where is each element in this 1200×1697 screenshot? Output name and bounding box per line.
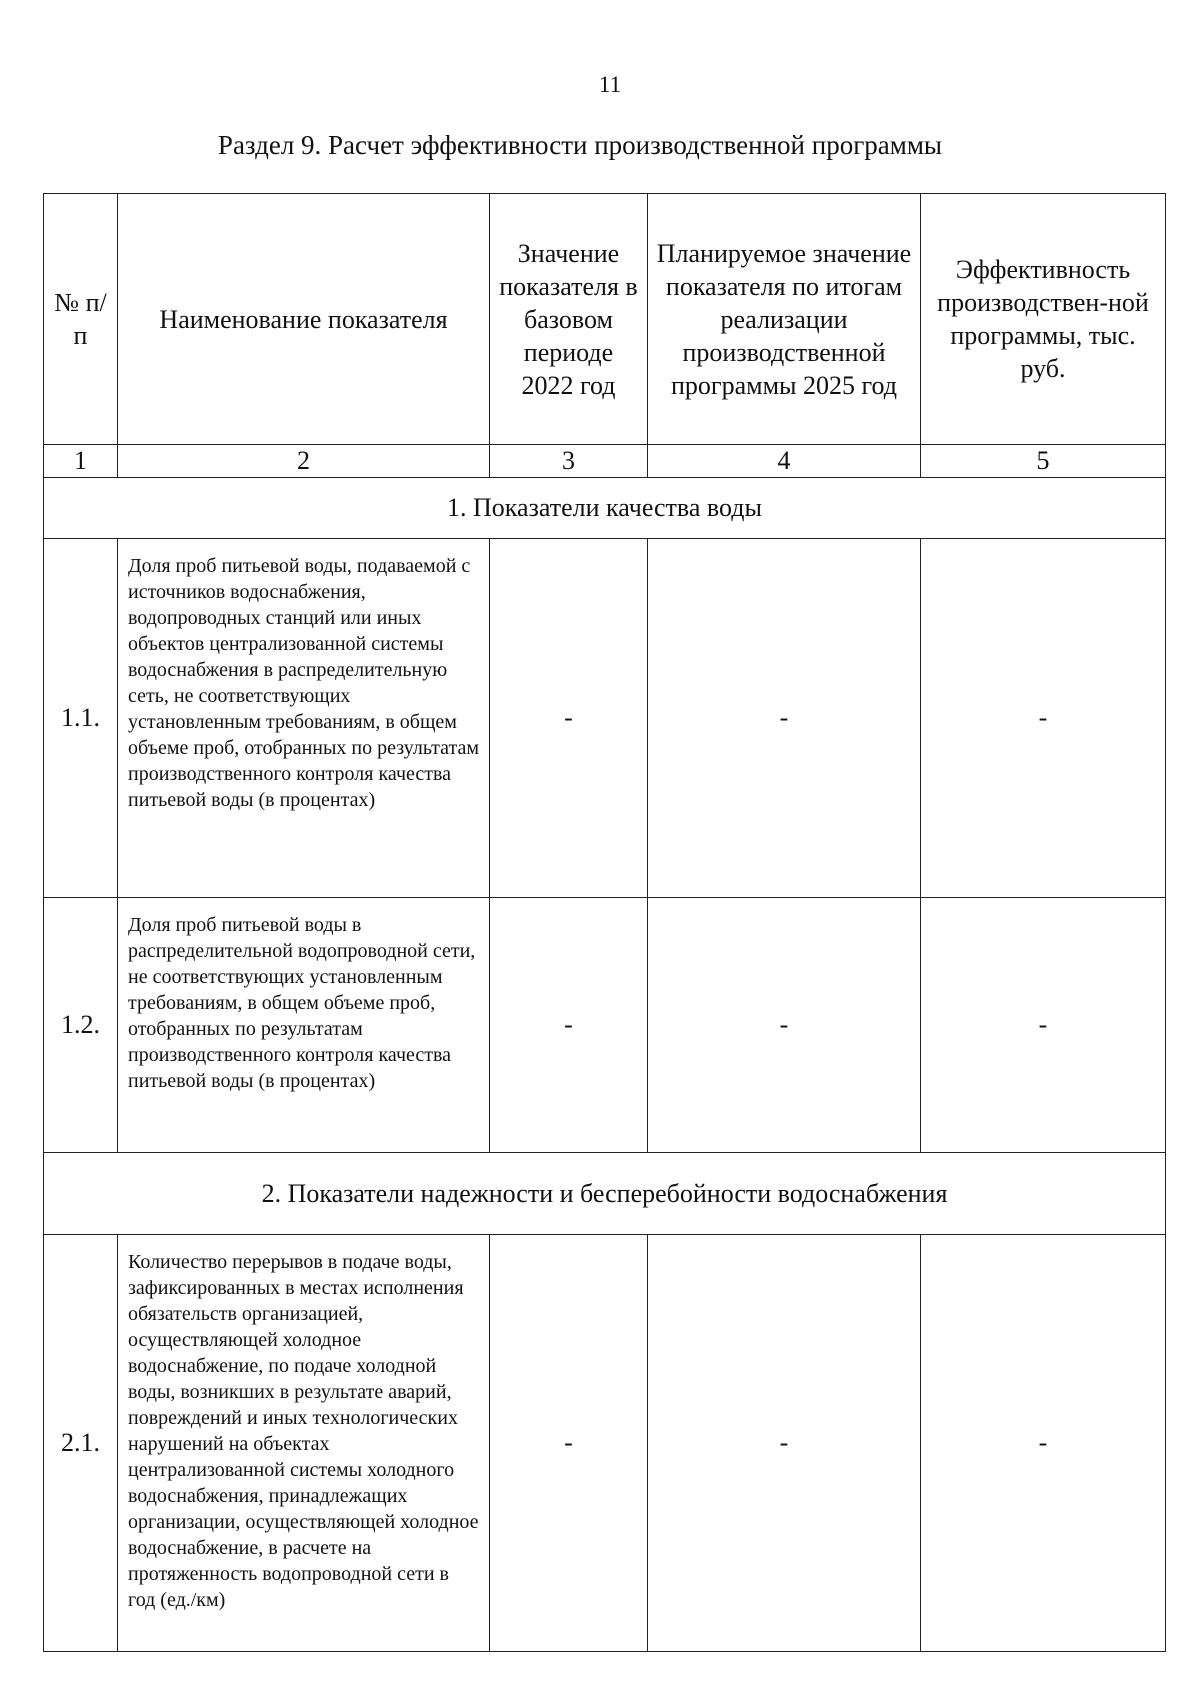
group-title: 2. Показатели надежности и бесперебойности водоснабжения (44, 1153, 1166, 1235)
column-numbers-row (44, 445, 1166, 478)
planned-value: - (648, 898, 921, 1153)
group-header-row (44, 478, 1166, 539)
column-number: 3 (490, 445, 648, 478)
header-base-value: Значение показателя в базовом периоде 2022 год (490, 194, 648, 445)
indicator-name: Количество перерывов в подаче воды, зафиксированных в местах исполнения обязательств организацией, осуществляющей холодное водоснабжение, по подаче холодной воды, возникших в результате аварий, повреждений и иных технологических нарушений на объектах централизованной системы холодного водоснабжения, принадлежащих организации, осуществляющей холодное водоснабжение, в расчете на протяженность водопроводной сети в год (ед./км) (118, 1235, 490, 1652)
section-title: Раздел 9. Расчет эффективности производственной программы (217, 130, 943, 160)
group-header-row (44, 1153, 1166, 1235)
row-number: 1.2. (44, 898, 118, 1153)
efficiency-table (43, 193, 1166, 1652)
header-name: Наименование показателя (118, 194, 490, 445)
page-number: 11 (598, 72, 622, 97)
column-number: 2 (118, 445, 490, 478)
table-header-row (44, 194, 1166, 445)
indicator-name: Доля проб питьевой воды, подаваемой с источников водоснабжения, водопроводных станций или иных объектов централизованной системы водоснабжения в распределительную сеть, не соответствующих установленным требованиям, в общем объеме проб, отобранных по результатам производственного контроля качества питьевой воды (в процентах) (118, 539, 490, 898)
table-row (44, 898, 1166, 1153)
effectiveness-value: - (921, 539, 1166, 898)
row-number: 2.1. (44, 1235, 118, 1652)
column-number: 4 (648, 445, 921, 478)
effectiveness-value: - (921, 1235, 1166, 1652)
group-title: 1. Показатели качества воды (44, 478, 1166, 539)
planned-value: - (648, 1235, 921, 1652)
effectiveness-value: - (921, 898, 1166, 1153)
column-number: 1 (44, 445, 118, 478)
header-planned-value: Планируемое значение показателя по итогам реализации производственной программы 2025 год (648, 194, 921, 445)
column-number: 5 (921, 445, 1166, 478)
table-row (44, 539, 1166, 898)
base-value: - (490, 539, 648, 898)
indicator-name: Доля проб питьевой воды в распределительной водопроводной сети, не соответствующих установленным требованиям, в общем объеме проб, отобранных по результатам производственного контроля качества питьевой воды (в процентах) (118, 898, 490, 1153)
header-effectiveness: Эффективность производствен-ной программы, тыс. руб. (921, 194, 1166, 445)
base-value: - (490, 898, 648, 1153)
header-num: № п/п (44, 194, 118, 445)
table-row (44, 1235, 1166, 1652)
base-value: - (490, 1235, 648, 1652)
row-number: 1.1. (44, 539, 118, 898)
planned-value: - (648, 539, 921, 898)
